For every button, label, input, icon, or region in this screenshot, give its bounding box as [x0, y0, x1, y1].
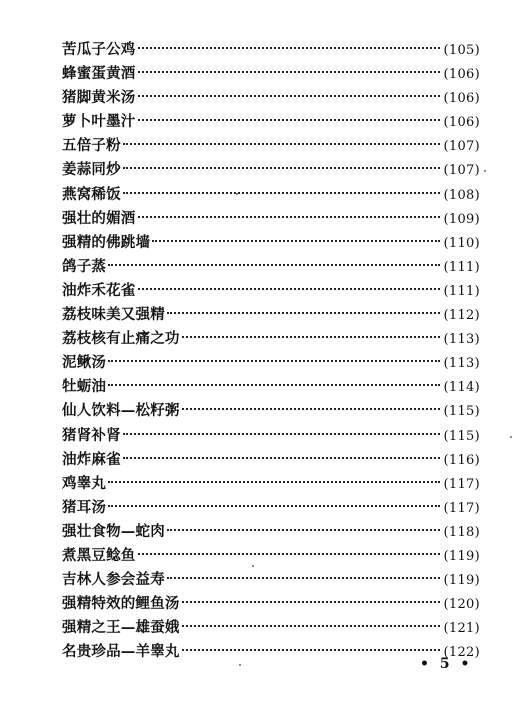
toc-entry — [62, 183, 480, 207]
entry-title: 鸽子蒸 — [62, 257, 107, 275]
dot-leader — [123, 167, 440, 169]
entry-title: 泥鳅汤 — [62, 354, 107, 372]
entry-title: 牡蛎油 — [62, 378, 107, 396]
entry-title: 强壮食物—蛇肉 — [62, 522, 165, 540]
toc-entry — [62, 375, 480, 399]
entry-page-number: (110) — [443, 235, 480, 251]
entry-page-number: (111) — [443, 283, 480, 299]
toc-entry — [62, 351, 480, 375]
entry-title: 猪脚黄米汤 — [62, 89, 136, 107]
scan-speck — [239, 664, 241, 666]
toc-entry — [62, 110, 480, 134]
dot-leader — [152, 240, 439, 242]
entry-title: 强精特效的鲤鱼汤 — [62, 595, 180, 613]
entry-title: 荔枝核有止痛之功 — [62, 330, 180, 348]
dot-leader — [123, 192, 440, 194]
dot-leader — [138, 47, 440, 49]
dot-leader — [108, 264, 439, 266]
toc-entry — [62, 255, 480, 279]
entry-page-number: (122) — [443, 645, 480, 661]
entry-page-number: (106) — [443, 91, 480, 107]
entry-page-number: (119) — [443, 548, 480, 564]
scan-speck — [484, 170, 486, 172]
scan-speck — [236, 193, 238, 195]
entry-page-number: (107) — [443, 163, 480, 179]
dot-leader — [138, 71, 440, 73]
entry-page-number: (106) — [443, 67, 480, 83]
table-of-contents — [62, 38, 480, 664]
entry-page-number: (121) — [443, 621, 480, 637]
dot-leader — [182, 625, 440, 627]
toc-entry — [62, 158, 480, 182]
toc-entry — [62, 134, 480, 158]
entry-page-number: (119) — [443, 573, 480, 589]
dot-leader — [108, 360, 439, 362]
entry-title: 强壮的媚酒 — [62, 209, 136, 227]
dot-leader — [167, 529, 440, 531]
toc-entry — [62, 279, 480, 303]
entry-page-number: (113) — [443, 356, 480, 372]
entry-page-number: (117) — [443, 500, 480, 516]
dot-leader — [182, 336, 440, 338]
entry-title: 油炸麻雀 — [62, 450, 121, 468]
entry-title: 吉林人参会益寿 — [62, 571, 165, 589]
entry-page-number: (120) — [443, 597, 480, 613]
toc-entry — [62, 568, 480, 592]
dot-leader — [123, 433, 440, 435]
dot-leader — [138, 553, 440, 555]
entry-page-number: (105) — [443, 43, 480, 58]
toc-entry — [62, 399, 480, 423]
entry-title: 荔枝味美又强精 — [62, 306, 165, 324]
dot-leader — [108, 505, 439, 507]
toc-entry — [62, 303, 480, 327]
dot-leader — [167, 577, 440, 579]
toc-entry — [62, 38, 480, 62]
dot-leader — [182, 601, 440, 603]
toc-entry — [62, 327, 480, 351]
toc-entry — [62, 86, 480, 110]
toc-entry — [62, 616, 480, 640]
entry-title: 五倍子粉 — [62, 137, 121, 155]
entry-page-number: (113) — [443, 332, 480, 348]
entry-page-number: (111) — [443, 259, 480, 275]
entry-title: 燕窝稀饭 — [62, 185, 121, 203]
entry-title: 猪肾补肾 — [62, 426, 121, 444]
entry-page-number: (107) — [443, 139, 480, 155]
toc-entry — [62, 472, 480, 496]
toc-entry — [62, 62, 480, 86]
entry-title: 苦瓜子公鸡 — [62, 41, 136, 58]
entry-title: 煮黑豆鲶鱼 — [62, 546, 136, 564]
dot-leader — [108, 384, 439, 386]
dot-leader — [138, 95, 440, 97]
toc-entry — [62, 448, 480, 472]
scan-speck — [252, 565, 254, 567]
toc-entry — [62, 544, 480, 568]
entry-title: 姜蒜同炒 — [62, 161, 121, 179]
dot-leader — [138, 119, 440, 121]
entry-page-number: (114) — [443, 380, 480, 396]
entry-page-number: (108) — [443, 187, 480, 203]
dot-leader — [138, 216, 440, 218]
toc-entry — [62, 231, 480, 255]
entry-title: 萝卜叶墨汁 — [62, 113, 136, 131]
dot-leader — [108, 481, 439, 483]
entry-title: 猪耳汤 — [62, 498, 107, 516]
entry-page-number: (112) — [443, 308, 480, 324]
entry-page-number: (118) — [443, 524, 480, 540]
scan-speck — [510, 436, 512, 438]
dot-leader — [123, 457, 440, 459]
toc-entry — [62, 424, 480, 448]
entry-title: 强精之王—雄蚕娥 — [62, 619, 180, 637]
toc-entry — [62, 520, 480, 544]
page-number: • 5 • — [420, 656, 473, 672]
entry-title: 强精的佛跳墙 — [62, 233, 151, 251]
entry-page-number: (115) — [443, 404, 480, 420]
entry-page-number: (109) — [443, 211, 480, 227]
dot-leader — [182, 408, 440, 410]
toc-entry — [62, 640, 480, 664]
dot-leader — [138, 288, 440, 290]
entry-title: 蜂蜜蛋黄酒 — [62, 65, 136, 83]
entry-title: 鸡睾丸 — [62, 474, 107, 492]
toc-entry — [62, 592, 480, 616]
toc-entry — [62, 207, 480, 231]
dot-leader — [182, 649, 440, 651]
toc-entry — [62, 496, 480, 520]
dot-leader — [123, 143, 440, 145]
entry-title: 油炸禾花雀 — [62, 281, 136, 299]
entry-page-number: (117) — [443, 476, 480, 492]
entry-page-number: (116) — [443, 452, 480, 468]
dot-leader — [167, 312, 440, 314]
entry-page-number: (115) — [443, 428, 480, 444]
entry-page-number: (106) — [443, 115, 480, 131]
entry-title: 仙人饮料—松籽粥 — [62, 402, 180, 420]
entry-title: 名贵珍品—羊睾丸 — [62, 643, 180, 661]
